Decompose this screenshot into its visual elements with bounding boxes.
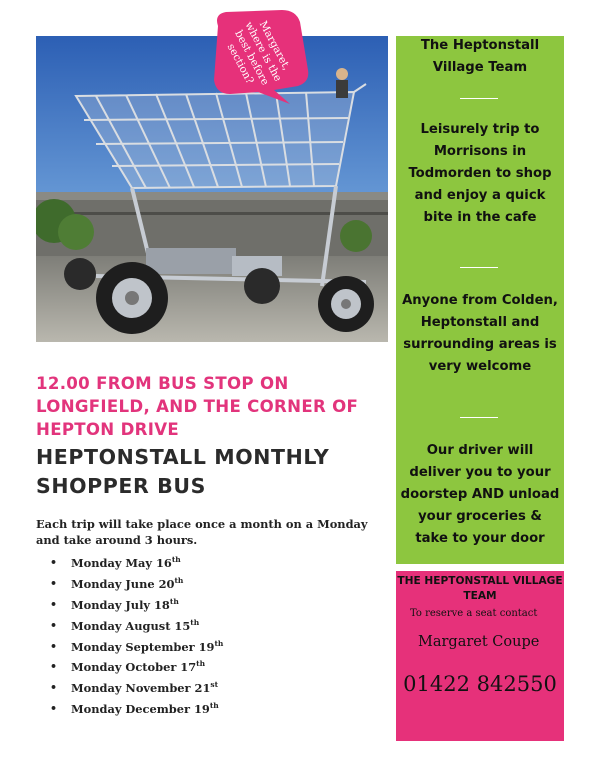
trip-date-item: • Monday May 16th bbox=[50, 553, 223, 574]
contact-phone: 01422 842550 bbox=[403, 672, 557, 696]
trip-date-item: • Monday July 18th bbox=[50, 595, 223, 616]
panel-eligibility: Anyone from Colden, Heptonstall and surrounding areas is very welcome bbox=[402, 293, 558, 374]
trip-date-item: • Monday September 19th bbox=[50, 637, 223, 658]
info-panel bbox=[396, 36, 564, 564]
panel-trip-description: Leisurely trip to Morrisons in Todmorden to shop and enjoy a quick bite in the cafe bbox=[408, 122, 552, 225]
panel-divider bbox=[460, 98, 498, 99]
trip-date-item: • Monday August 15th bbox=[50, 616, 223, 637]
trip-intro: Each trip will take place once a month on a Monday and take around 3 hours. bbox=[36, 517, 368, 547]
departure-info: 12.00 FROM BUS STOP ON LONGFIELD, AND THE CORNER OF HEPTON DRIVE bbox=[36, 374, 359, 439]
contact-name: Margaret Coupe bbox=[418, 634, 540, 650]
contact-heading: THE HEPTONSTALL VILLAGE TEAM bbox=[397, 575, 563, 602]
contact-box bbox=[396, 571, 564, 741]
page-title: HEPTONSTALL MONTHLY SHOPPER BUS bbox=[36, 445, 330, 498]
contact-reserve-text: To reserve a seat contact bbox=[410, 608, 538, 619]
panel-divider bbox=[460, 417, 498, 418]
trip-date-item: • Monday December 19th bbox=[50, 699, 223, 720]
trip-date-item: • Monday November 21st bbox=[50, 678, 223, 699]
trip-dates-list bbox=[50, 553, 223, 720]
panel-divider bbox=[460, 267, 498, 268]
panel-driver-service: Our driver will deliver you to your doorstep AND unload your groceries & take to your door bbox=[400, 443, 560, 546]
panel-team-name: The Heptonstall Village Team bbox=[420, 38, 540, 75]
trip-date-item: • Monday October 17th bbox=[50, 657, 223, 678]
trip-date-item: • Monday June 20th bbox=[50, 574, 223, 595]
speech-bubble-text: Margaret, where is the best before section? bbox=[224, 19, 293, 88]
